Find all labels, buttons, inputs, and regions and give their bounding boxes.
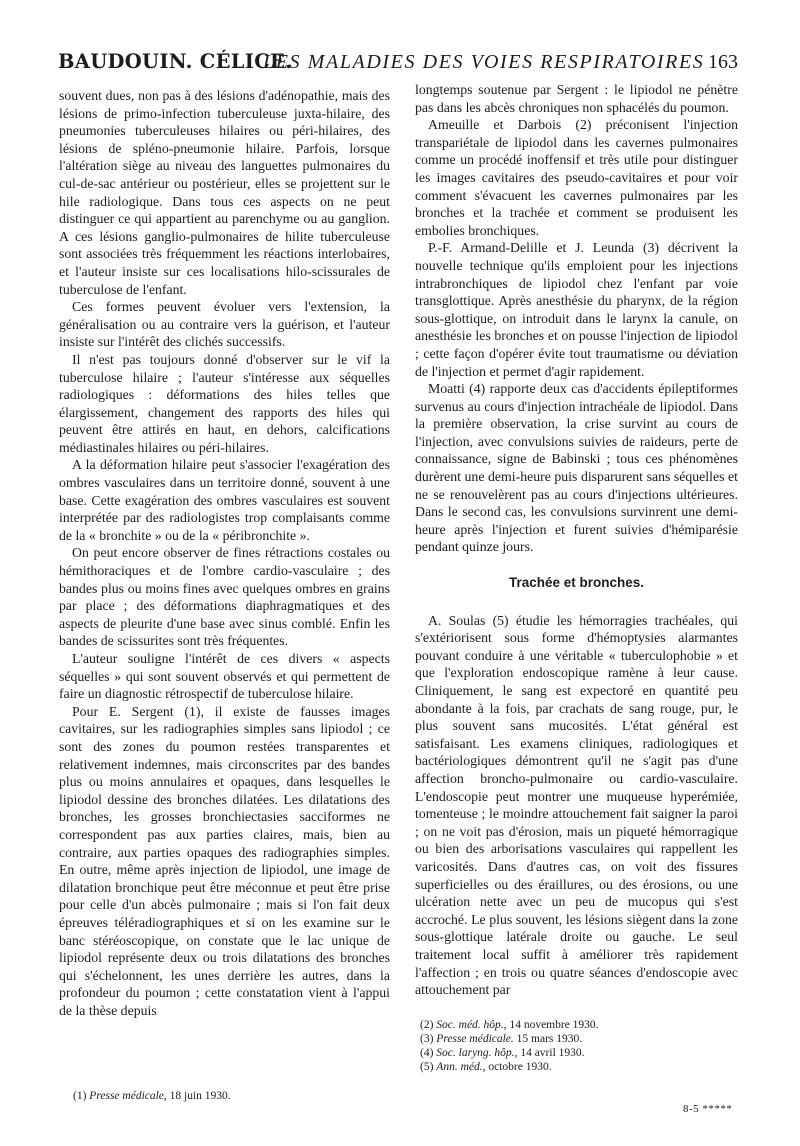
paragraph: souvent dues, non pas à des lésions d'adénopathie, mais des lésions de primo-infection tuberculeuse juxta-hilaire, des pneumonies tuberculeuses hilaires ou péri-hilaires, des lésions de spléno-pneumonie hilaire. Parfois, lorsque l'altération siège au niveau des languettes pulmonaires du cul-de-sac antérieur ou postérieur, elles se projettent sur le hile radiologique. Dans tous ces aspects on ne peut distinguer ce qui appartient au parenchyme ou au ganglion. A ces lésions ganglio-pulmonaires de hilite tuberculeuse sont associées très fréquemment les réactions interlobaires, et l'auteur insiste sur ces localisations hilo-scissurales de tuberculose de l'enfant. xyxy=(59,88,390,297)
footnote xyxy=(420,1046,720,1060)
footnote-source: Soc. laryng. hôp., xyxy=(436,1047,518,1059)
footnote-date: 15 mars 1930. xyxy=(516,1033,583,1045)
paragraph: A. Soulas (5) étudie les hémorragies trachéales, qui s'extériorisent sous forme d'hémoptysies alarmantes pouvant conduire à une véritable « tuberculophobie » et que l'exploration endoscopique ramène à leur cause. Cliniquement, le sang est expectoré en quantité peu abondante à la fois, par crachats de sang rouge, pur, le plus souvent sans mucosités. L'état général est satisfaisant. Les examens cliniques, radiologiques et bactériologiques démontrent qu'il ne s'agit pas d'une affection broncho-pulmonaire ou cardio-vasculaire. L'endoscopie peut montrer une muqueuse hyperémiée, tomenteuse ; le moindre attouchement fait saigner la paroi ; on ne voit pas d'érosion, mais un piqueté hémorragique ou bien des arborisations vasculaires qui rappellent les varicosités. Dans d'autres cas, on voit des fissures superficielles ou des éraillures, ou des érosions, ou une ulcération nette avec un peu de mucopus qui s'est accroché. Le plus souvent, les lésions siègent dans la zone sous-glottique latérale droite ou gauche. Le seul traitement local suffit à améliorer très rapidement l'affection ; en trois ou quatre séances d'endoscopie avec attouchement par xyxy=(415,612,738,998)
footnote-number: (1) xyxy=(73,1090,87,1102)
footnote-date: octobre 1930. xyxy=(488,1061,552,1073)
paragraph: Moatti (4) rapporte deux cas d'accidents épileptiformes survenus au cours d'injection intrachéale de lipiodol. Dans la première observation, la crise survint au cours de l'injection, avec convulsions suivies de raideurs, perte de connaissance, signe de Babinski ; tous ces phénomènes durèrent une demi-heure puis disparurent sans séquelles et ne se renouvelèrent pas au cours d'injections ultérieures. Dans le second cas, les convulsions survinrent une demi-heure après l'injection et furent suivies d'hémiparésie pendant quinze jours. xyxy=(415,381,738,555)
header-authors: BAUDOUIN. CÉLICE. xyxy=(58,50,293,73)
paragraph: Ces formes peuvent évoluer vers l'extension, la généralisation ou au contraire vers la guérison, et l'auteur insiste sur l'intérêt des clichés successifs. xyxy=(59,299,390,350)
paragraph: Ameuille et Darbois (2) préconisent l'injection transpariétale de lipiodol dans les cavernes pulmonaires comme un procédé inoffensif et très utile pour distinguer les images cavitaires des pseudo-cavitaires et pour voir comment s'évacuent les cavernes pulmonaires par les bronches et la trachée et comment se produisent les embolies bronchiques. xyxy=(415,117,738,238)
footnote-source: Ann. méd., xyxy=(436,1061,486,1073)
paragraph: L'auteur souligne l'intérêt de ces divers « aspects séquelles » qui sont souvent observés et qui permettent de faire un diagnostic rétrospectif de tuberculose hilaire. xyxy=(59,651,390,702)
page-number: 163 xyxy=(708,51,738,73)
footnotes-right xyxy=(420,1018,720,1074)
footnotes-left xyxy=(73,1089,231,1103)
paragraph: Pour E. Sergent (1), il existe de fausses images cavitaires, sur les radiographies simples sans lipiodol ; ce sont des zones du poumon restées transparentes et relativement indemnes, mais circonscrites par des bandes plus ou moins annulaires et opaques, dans lesquelles le lipiodol dessine des bronches dilatées. Les dilatations des bronches, les grosses bronchiectasies sacciformes ne correspondent pas aux parties claires, mais, bien au contraire, aux parties opaques des radiographies simples. En outre, même après injection de lipiodol, une image de dilatation bronchique peut être méconnue et peut être prise pour celle d'un abcès pulmonaire ; mais si l'on fait deux épreuves téléradiographiques et si on les examine sur le banc stéréoscopique, on constate que le lac unique de lipiodol représente deux ou trois dilatations des bronches qui s'échelonnent, les unes derrière les autres, dans la profondeur du poumon ; cette constatation vient à l'appui de la thèse depuis xyxy=(59,703,390,1018)
footnote-number: (3) xyxy=(420,1033,434,1045)
paragraph: P.-F. Armand-Delille et J. Leunda (3) décrivent la nouvelle technique qu'ils emploient pour les injections intrabronchiques de lipiodol chez l'enfant par voie transglottique. Après anesthésie du pharynx, de la région sous-glottique, on introduit dans le larynx la canule, on anesthésie les bronches et on pousse l'injection de lipiodol ; cette façon d'opérer évite tout traumatisme ou déviation de l'injection et permet d'agir rapidement. xyxy=(415,240,738,379)
paragraph: longtemps soutenue par Sergent : le lipiodol ne pénètre pas dans les abcès chroniques non sphacélés du poumon. xyxy=(415,82,738,115)
running-header xyxy=(58,50,748,80)
footnote xyxy=(420,1032,720,1046)
section-heading: Trachée et bronches. xyxy=(508,575,645,591)
footnote-number: (2) xyxy=(420,1019,434,1031)
paragraph: On peut encore observer de fines rétractions costales ou hémithoraciques et de l'ombre cardio-vasculaire ; des bandes plus ou moins fines avec quelques ombres en grains par place ; des déformations diaphragmatiques et des aspects de pleurite d'une base avec sinus comblé. Enfin les bandes de scissurites sont très fréquentes. xyxy=(59,545,390,649)
footnote xyxy=(73,1089,231,1103)
footnote-date: 18 juin 1930. xyxy=(169,1090,231,1102)
footnote-source: Soc. méd. hôp., xyxy=(436,1019,507,1031)
paragraph: Il n'est pas toujours donné d'observer sur le vif la tuberculose hilaire ; l'auteur s'intéresse aux séquelles radiologiques : déformations des hiles telles que élargissement, changement des rapports des hiles qui peuvent être attirés en haut, en dehors, calcifications médiastinales hilaires ou péri-hilaires. xyxy=(59,351,390,455)
footnote xyxy=(420,1060,720,1074)
left-column xyxy=(59,87,390,1019)
footnote-number: (4) xyxy=(420,1047,434,1059)
footnote-date: 14 avril 1930. xyxy=(520,1047,585,1059)
footnote xyxy=(420,1018,720,1032)
footnote-source: Presse médicale. xyxy=(436,1033,514,1045)
printer-signature-mark: 8-5 ***** xyxy=(683,1103,733,1115)
footnote-number: (5) xyxy=(420,1061,434,1073)
footnote-date: 14 novembre 1930. xyxy=(509,1019,599,1031)
footnote-source: Presse médicale, xyxy=(89,1090,167,1102)
paragraph: A la déformation hilaire peut s'associer l'exagération des ombres vasculaires dans un territoire donné, souvent à une base. Cette exagération des ombres vasculaires est souvent interprétée par des radiologistes trop complaisants comme de la « bronchite » ou de la « péribronchite ». xyxy=(59,457,390,543)
header-title: LES MALADIES DES VOIES RESPIRATOIRES xyxy=(263,51,705,73)
right-column xyxy=(415,81,738,999)
